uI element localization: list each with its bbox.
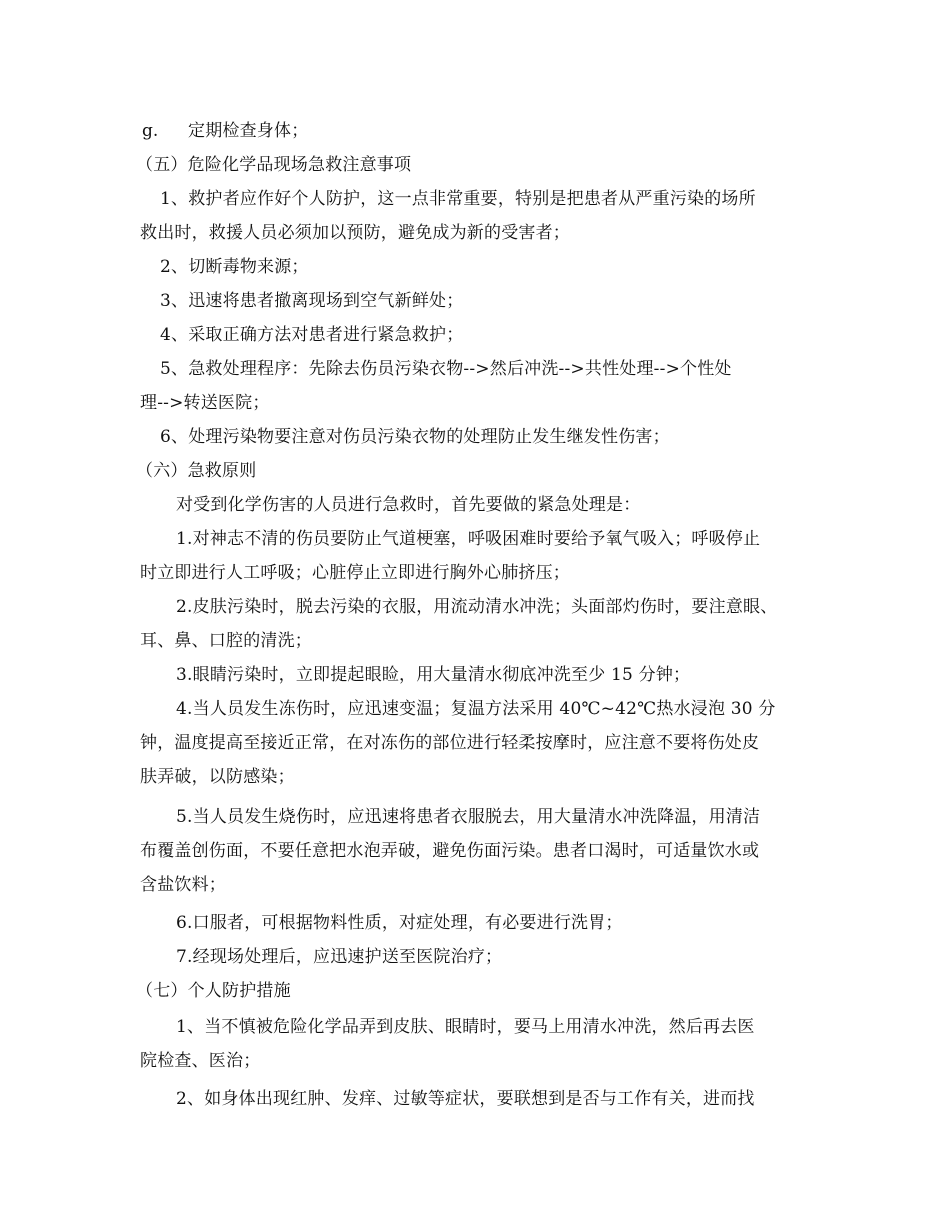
list-marker-g: g. (142, 121, 159, 141)
sec5-paragraph-1-line-1: 1、救护者应作好个人防护，这一点非常重要，特别是把患者从严重污染的场所 (160, 189, 756, 209)
sec6-intro: 对受到化学伤害的人员进行急救时，首先要做的紧急处理是： (176, 495, 641, 515)
sec5-paragraph-5-line-1: 5、急救处理程序：先除去伤员污染衣物-->然后冲洗-->共性处理-->个性处 (160, 359, 732, 379)
sec5-paragraph-4: 4、采取正确方法对患者进行紧急救护； (160, 325, 464, 345)
sec5-paragraph-3: 3、迅速将患者撤离现场到空气新鲜处； (160, 291, 464, 311)
sec6-item-3: 3.眼睛污染时，立即提起眼睑，用大量清水彻底冲洗至少 15 分钟； (176, 665, 691, 685)
sec6-item-5-line-2: 布覆盖创伤面，不要任意把水泡弄破，避免伤面污染。患者口渴时，可适量饮水或 (140, 841, 760, 861)
section-5-heading: （五）危险化学品现场急救注意事项 (136, 155, 412, 175)
sec5-paragraph-2: 2、切断毒物来源； (160, 257, 309, 277)
sec6-item-7: 7.经现场处理后，应迅速护送至医院治疗； (176, 947, 503, 967)
sec6-item-6: 6.口服者，可根据物料性质，对症处理，有必要进行洗胃； (176, 913, 623, 933)
sec7-paragraph-2-line-1: 2、如身体出现红肿、发痒、过敏等症状，要联想到是否与工作有关，进而找 (176, 1089, 755, 1109)
sec6-item-1-line-1: 1.对神志不清的伤员要防止气道梗塞，呼吸困难时要给予氧气吸入；呼吸停止 (176, 529, 761, 549)
section-7-heading: （七）个人防护措施 (136, 981, 291, 1001)
sec5-paragraph-6: 6、处理污染物要注意对伤员污染衣物的处理防止发生继发性伤害； (160, 427, 670, 447)
sec6-item-2-line-2: 耳、鼻、口腔的清洗； (140, 631, 312, 651)
sec5-paragraph-1-line-2: 救出时，救援人员必须加以预防，避免成为新的受害者； (140, 223, 570, 243)
sec6-item-2-line-1: 2.皮肤污染时，脱去污染的衣服，用流动清水冲洗；头面部灼伤时，要注意眼、 (176, 597, 778, 617)
sec6-item-1-line-2: 时立即进行人工呼吸；心脏停止立即进行胸外心肺挤压； (140, 563, 570, 583)
sec7-paragraph-1-line-2: 院检查、医治； (140, 1051, 261, 1071)
sec7-paragraph-1-line-1: 1、当不慎被危险化学品弄到皮肤、眼睛时，要马上用清水冲洗，然后再去医 (176, 1017, 755, 1037)
sec6-item-5-line-1: 5.当人员发生烧伤时，应迅速将患者衣服脱去，用大量清水冲洗降温，用清洁 (176, 807, 761, 827)
section-6-heading: （六）急救原则 (136, 461, 257, 481)
sec6-item-5-line-3: 含盐饮料； (140, 875, 226, 895)
sec6-item-4-line-3: 肤弄破，以防感染； (140, 767, 295, 787)
sec5-paragraph-5-line-2: 理-->转送医院； (140, 393, 270, 413)
item-g-text: 定期检查身体； (188, 121, 309, 141)
sec6-item-4-line-2: 钟，温度提高至接近正常，在对冻伤的部位进行轻柔按摩时，应注意不要将伤处皮 (140, 733, 760, 753)
sec6-item-4-line-1: 4.当人员发生冻伤时，应迅速变温；复温方法采用 40℃~42℃热水浸泡 30 分 (176, 699, 776, 719)
